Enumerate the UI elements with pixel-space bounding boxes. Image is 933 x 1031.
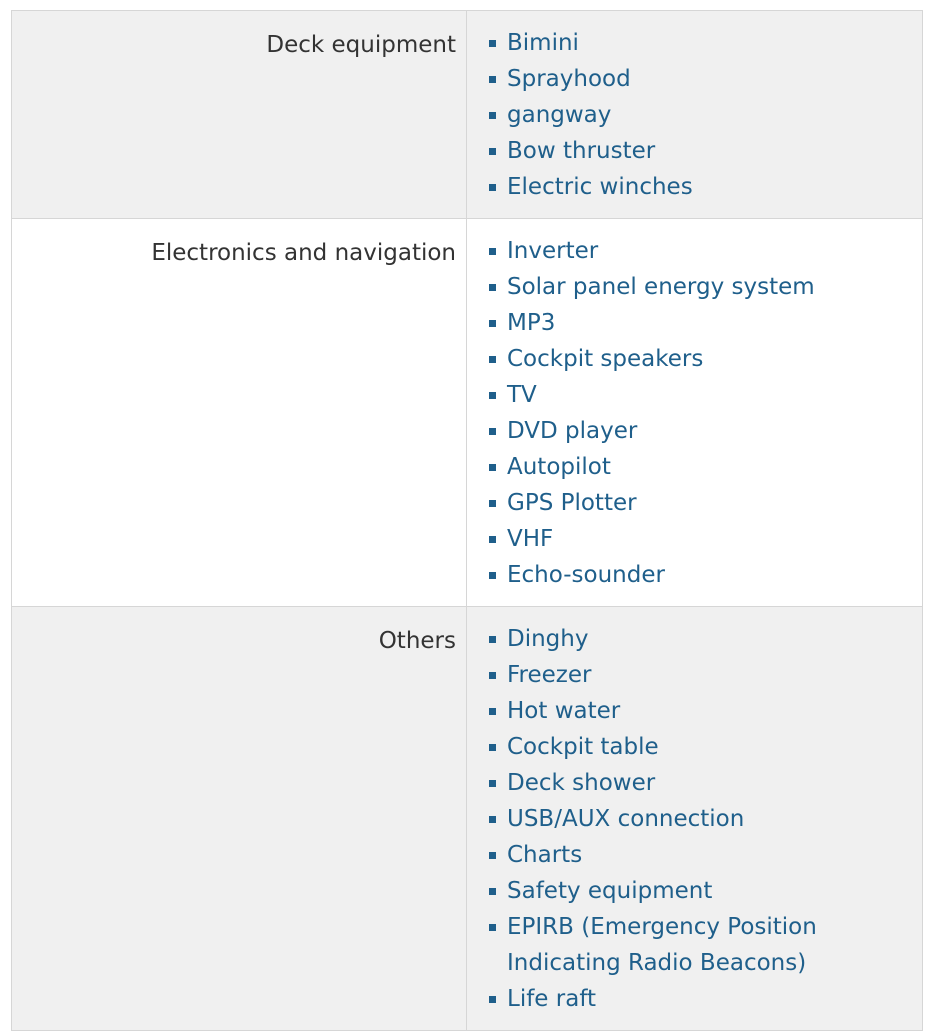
list-item[interactable] — [507, 621, 912, 657]
items-cell — [467, 219, 923, 607]
square-bullet-icon — [489, 672, 496, 679]
item-link[interactable]: USB/AUX connection — [507, 806, 745, 832]
list-item[interactable] — [507, 521, 912, 557]
item-link[interactable]: Solar panel energy system — [507, 274, 815, 300]
square-bullet-icon — [489, 636, 496, 643]
list-item[interactable] — [507, 729, 912, 765]
list-item[interactable] — [507, 25, 912, 61]
list-item[interactable] — [507, 169, 912, 205]
list-item[interactable] — [507, 873, 912, 909]
list-item[interactable] — [507, 449, 912, 485]
square-bullet-icon — [489, 924, 496, 931]
section-row-deck-equipment — [12, 11, 923, 219]
item-link[interactable]: Cockpit speakers — [507, 346, 704, 372]
item-list — [467, 621, 912, 1017]
list-item[interactable] — [507, 485, 912, 521]
square-bullet-icon — [489, 76, 496, 83]
item-link[interactable]: Safety equipment — [507, 878, 713, 904]
square-bullet-icon — [489, 816, 496, 823]
square-bullet-icon — [489, 464, 496, 471]
category-label: Others — [12, 607, 467, 1031]
item-link[interactable]: EPIRB (Emergency Position Indicating Radio Beacons) — [507, 914, 817, 976]
square-bullet-icon — [489, 500, 496, 507]
square-bullet-icon — [489, 284, 496, 291]
section-row-electronics-navigation — [12, 219, 923, 607]
square-bullet-icon — [489, 852, 496, 859]
item-list — [467, 25, 912, 205]
item-link[interactable]: Bimini — [507, 30, 579, 56]
square-bullet-icon — [489, 572, 496, 579]
square-bullet-icon — [489, 184, 496, 191]
item-link[interactable]: Autopilot — [507, 454, 611, 480]
list-item[interactable] — [507, 377, 912, 413]
square-bullet-icon — [489, 356, 496, 363]
items-cell — [467, 11, 923, 219]
item-link[interactable]: Dinghy — [507, 626, 589, 652]
item-link[interactable]: DVD player — [507, 418, 638, 444]
list-item[interactable] — [507, 341, 912, 377]
square-bullet-icon — [489, 996, 496, 1003]
item-link[interactable]: Freezer — [507, 662, 592, 688]
item-link[interactable]: gangway — [507, 102, 612, 128]
list-item[interactable] — [507, 233, 912, 269]
item-link[interactable]: Bow thruster — [507, 138, 656, 164]
square-bullet-icon — [489, 148, 496, 155]
list-item[interactable] — [507, 801, 912, 837]
item-link[interactable]: Electric winches — [507, 174, 693, 200]
item-link[interactable]: Inverter — [507, 238, 599, 264]
category-label: Deck equipment — [12, 11, 467, 219]
list-item[interactable] — [507, 97, 912, 133]
item-link[interactable]: Echo-sounder — [507, 562, 665, 588]
list-item[interactable] — [507, 765, 912, 801]
square-bullet-icon — [489, 112, 496, 119]
list-item[interactable] — [507, 413, 912, 449]
category-label: Electronics and navigation — [12, 219, 467, 607]
list-item[interactable] — [507, 981, 912, 1017]
list-item[interactable] — [507, 133, 912, 169]
square-bullet-icon — [489, 40, 496, 47]
square-bullet-icon — [489, 248, 496, 255]
square-bullet-icon — [489, 320, 496, 327]
square-bullet-icon — [489, 428, 496, 435]
list-item[interactable] — [507, 837, 912, 873]
item-link[interactable]: Charts — [507, 842, 583, 868]
square-bullet-icon — [489, 392, 496, 399]
list-item[interactable] — [507, 657, 912, 693]
section-row-others — [12, 607, 923, 1031]
list-item[interactable] — [507, 909, 912, 981]
equipment-table — [11, 10, 923, 1031]
item-link[interactable]: Life raft — [507, 986, 597, 1012]
item-link[interactable]: TV — [507, 382, 537, 408]
item-link[interactable]: VHF — [507, 526, 554, 552]
square-bullet-icon — [489, 744, 496, 751]
item-link[interactable]: Sprayhood — [507, 66, 631, 92]
square-bullet-icon — [489, 708, 496, 715]
items-cell — [467, 607, 923, 1031]
item-link[interactable]: Deck shower — [507, 770, 656, 796]
item-link[interactable]: MP3 — [507, 310, 556, 336]
item-link[interactable]: Hot water — [507, 698, 621, 724]
square-bullet-icon — [489, 888, 496, 895]
square-bullet-icon — [489, 536, 496, 543]
list-item[interactable] — [507, 61, 912, 97]
list-item[interactable] — [507, 269, 912, 305]
list-item[interactable] — [507, 305, 912, 341]
list-item[interactable] — [507, 693, 912, 729]
item-link[interactable]: Cockpit table — [507, 734, 659, 760]
list-item[interactable] — [507, 557, 912, 593]
square-bullet-icon — [489, 780, 496, 787]
item-link[interactable]: GPS Plotter — [507, 490, 637, 516]
item-list — [467, 233, 912, 593]
